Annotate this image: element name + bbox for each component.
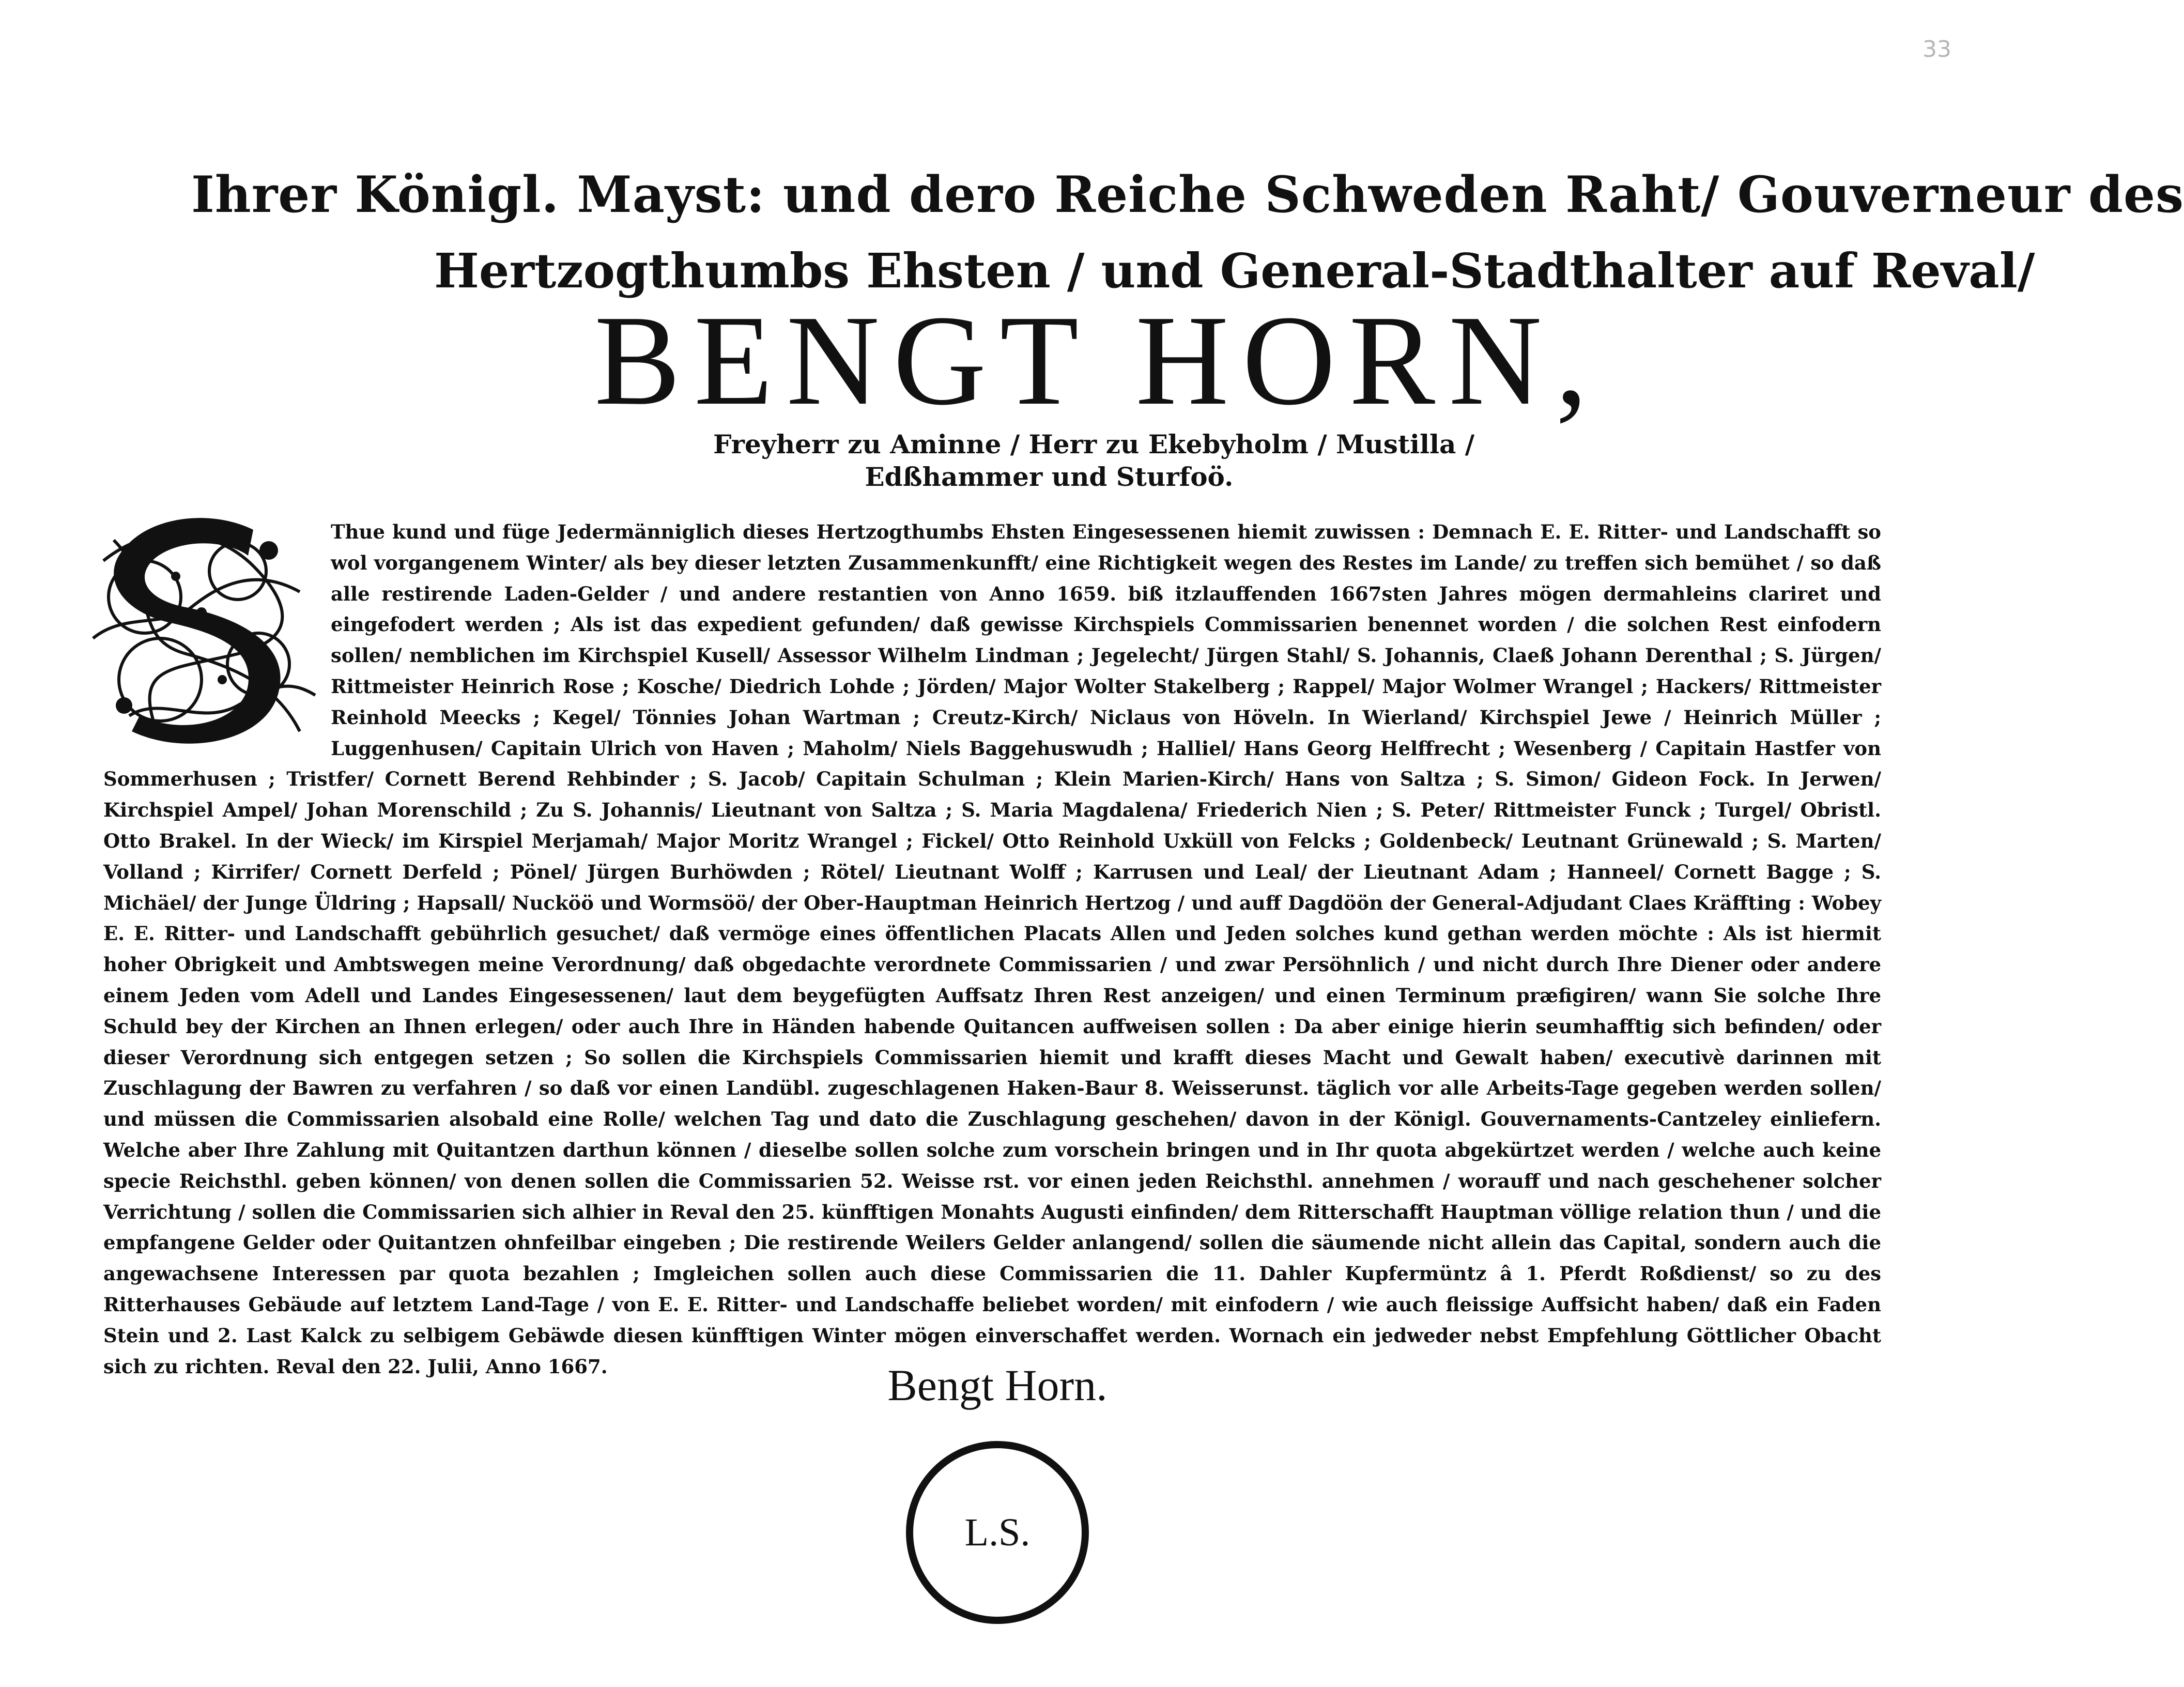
archive-page-mark: 33 xyxy=(1922,36,1951,63)
header-titles-line-1: Freyherr zu Aminne / Herr zu Ekebyholm / Mustilla / xyxy=(713,429,1475,459)
header-titles-line-2: Edßhammer und Sturfoö. xyxy=(865,462,1234,492)
seal-text: L.S. xyxy=(964,1511,1031,1554)
proclamation-body xyxy=(103,517,1881,1378)
header-name: BENGT HORN, xyxy=(594,289,1602,432)
initial-spacer xyxy=(103,517,320,759)
header-title-line-2: Hertzogthumbs Ehsten / und General-Stadthalter auf Reval/ xyxy=(434,243,2035,299)
header-title-line-1: Ihrer Königl. Mayst: und dero Reiche Schweden Raht/ Gouverneur des xyxy=(191,165,2184,224)
proclamation-text: Thue kund und füge Jedermänniglich dieses Hertzogthumbs Ehsten Eingesessenen hiemit zuwissen : Demnach E. E. Ritter- und Landschafft so wol vorgangenem Winter/ als bey dieser letzten Zusammenkunfft/ eine Richtigkeit wegen des Restes im Lande/ zu treffen sich bemühet / so daß alle restirende Laden-Gelder / und andere restantien von Anno 1659. biß itzlauffenden 1667sten Jahres mögen dermahleins clariret und eingefodert werden ; Als ist das expedient gefunden/ daß gewisse Kirchspiels Commissarien benennet worden / die solchen Rest einfodern sollen/ nemblichen im Kirchspiel Kusell/ Assessor Wilhelm Lindman ; Jegelecht/ Jürgen Stahl/ S. Johannis, Claeß Johann Derenthal ; S. Jürgen/ Rittmeister Heinrich Rose ; Kosche/ Diedrich Lohde ; Jörden/ Major Wolter Stakelberg ; Rappel/ Major Wolmer Wrangel ; Hackers/ Rittmeister Reinhold Meecks ; Kegel/ Tönnies Johan Wartman ; Creutz-Kirch/ Niclaus von Höveln. In Wierland/ Kirchspiel Jewe / Heinrich Müller ; Luggenhusen/ Capitain Ulrich von Haven ; Maholm/ Niels Baggehuswudh ; Halliel/ Hans Georg Helffrecht ; Wesenberg / Capitain Hastfer von Sommerhusen ; Tristfer/ Cornett Berend Rehbinder ; S. Jacob/ Capitain Schulman ; Klein Marien-Kirch/ Hans von Saltza ; S. Simon/ Gideon Fock. In Jerwen/ Kirchspiel Ampel/ Johan Morenschild ; Zu S. Johannis/ Lieutnant von Saltza ; S. Maria Magdalena/ Friederich Nien ; S. Peter/ Rittmeister Funck ; Turgel/ Obristl. Otto Brakel. In der Wieck/ im Kirspiel Merjamah/ Major Moritz Wrangel ; Fickel/ Otto Reinhold Uxküll von Felcks ; Goldenbeck/ Leutnant Grünewald ; S. Marten/ Volland ; Kirrifer/ Cornett Derfeld ; Pönel/ Jürgen Burhöwden ; Rötel/ Lieutnant Wolff ; Karrusen und Leal/ der Lieutnant Adam ; Hanneel/ Cornett Bagge ; S. Michäel/ der Junge Üldring ; Hapsall/ Nucköö und Wormsöö/ der Ober-Hauptman Heinrich Hertzog / und auff Dagdöön der General-Adjudant Claes Kräffting : Wobey E. E. Ritter- und Landschafft gebührlich gesuchet/ daß vermöge eines öffentlichen Placats Allen und Jeden solches kund gethan werden möchte : Als ist hiermit hoher Obrigkeit und Ambtswegen meine Verordnung/ daß obgedachte verordnete Commissarien / und zwar Persöhnlich / und nicht durch Ihre Diener oder andere einem Jeden vom Adell und Landes Eingesessenen/ laut dem beygefügten Auffsatz Ihren Rest anzeigen/ und einen Terminum præfigiren/ wann Sie solche Ihre Schuld bey der Kirchen an Ihnen erlegen/ oder auch Ihre in Händen habende Quitancen auffweisen sollen : Da aber einige hierin seumhafftig sich befinden/ oder dieser Verordnung sich entgegen setzen ; So sollen die Kirchspiels Commissarien hiemit und krafft dieses Macht und Gewalt haben/ executivè darinnen mit Zuschlagung der Bawren zu verfahren / so daß vor einen Landübl. zugeschlagenen Haken-Baur 8. Weisserunst. täglich vor alle Arbeits-Tage gegeben werden sollen/ und müssen die Commissarien alsobald eine Rolle/ welchen Tag und dato die Zuschlagung geschehen/ davon in der Königl. Gouvernaments-Cantzeley einliefern. Welche aber Ihre Zahlung mit Quitantzen darthun können / dieselbe sollen solche zum vorschein bringen und in Ihr quota abgekürtzet werden / welche auch keine specie Reichsthl. geben können/ von denen sollen die Commissarien 52. Weisse rst. vor einen jeden Reichsthl. annehmen / worauff und nach geschehener solcher Verrichtung / sollen die Commissarien sich alhier in Reval den 25. künfftigen Monahts Augusti einfinden/ dem Ritterschafft Hauptman völlige relation thun / und die empfangene Gelder oder Quitantzen ohnfeilbar eingeben ; Die restirende Weilers Gelder anlangend/ sollen die säumende nicht allein das Capital, sondern auch die angewachsene Interessen par quota bezahlen ; Imgleichen sollen auch diese Commissarien die 11. Dahler Kupfermüntz â 1. Pferdt Roßdienst/ so zu des Ritterhauses Gebäude auf letztem Land-Tage / von E. E. Ritter- und Landschaffe beliebet worden/ mit einfodern / wie auch fleissige Auffsicht haben/ daß ein Faden Stein und 2. Last Kalck zu selbigem Gebäwde diesen künfftigen Winter mögen einverschaffet werden. Wornach ein jedweder nebst Empfehlung Göttlicher Obacht sich zu richten. Reval den 22. Julii, Anno 1667. xyxy=(103,520,1881,1378)
signature: Bengt Horn. xyxy=(887,1360,1108,1410)
